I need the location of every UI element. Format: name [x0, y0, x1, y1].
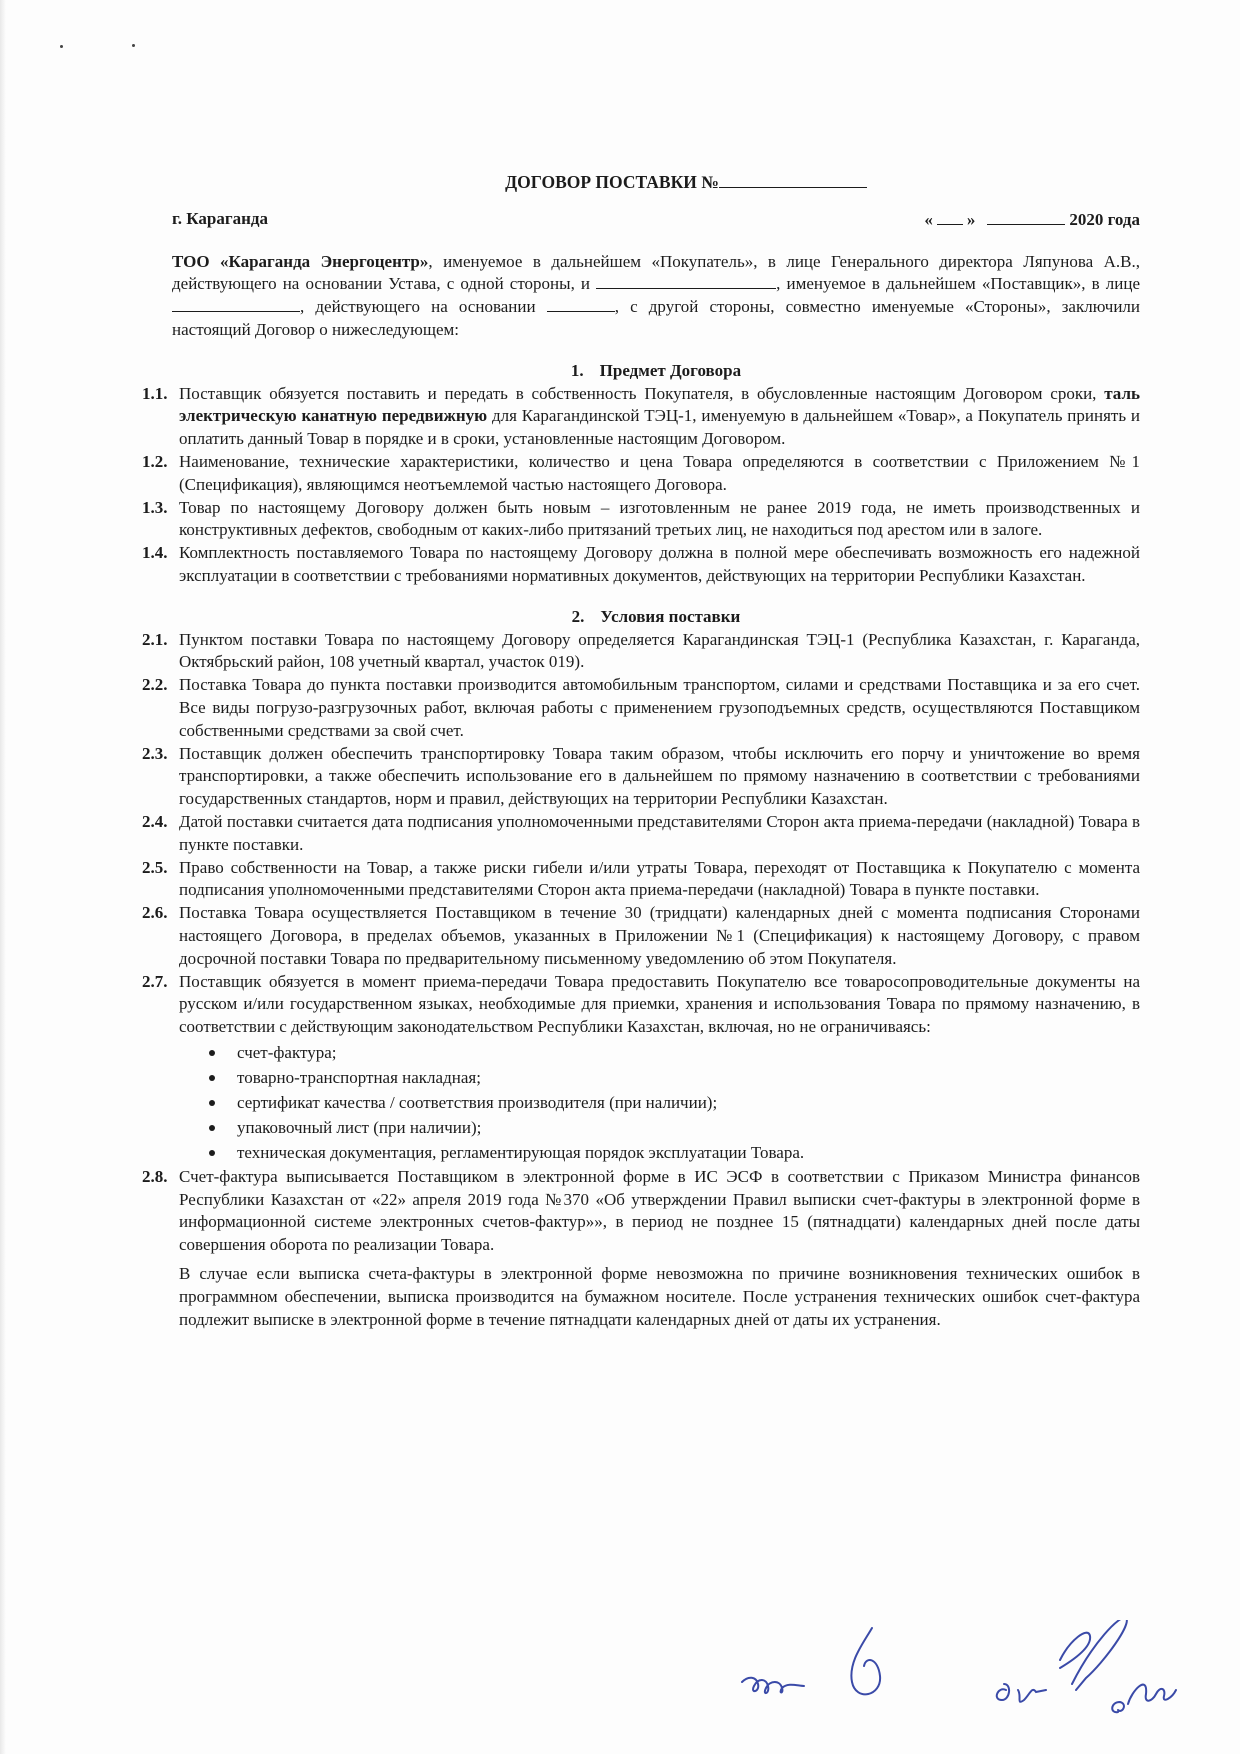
section-2-heading — [172, 606, 1140, 629]
document-title — [202, 170, 1170, 194]
supplier-name-blank — [596, 273, 776, 289]
clause-2-1 — [142, 629, 1140, 675]
clause-text: Поставщик обязуется в момент приема-передачи Товара предоставить Покупателю все товаросопроводительные документы на русском и/или государственном языках, необходимые для приемки, хранения и использования Товара по прямому назначению, в соответствии с действующим законодательством Республики Казахстан, включая, но не ограничиваясь: счет-фактура; товарно-транспортная накладная; сертификат качества / соответствия производителя (при наличии); упаковочный лист (при наличии); техническая документация, регламентирующая порядок эксплуатации Товара. — [179, 971, 1140, 1166]
document-body — [142, 170, 1141, 1331]
clause-text: Поставка Товара до пункта поставки производится автомобильным транспортом, силами и средствами Поставщика и за его счет. Все виды погрузо-разгрузочных работ, включая работы с применением грузоподъемных средств, осуществляются Поставщиком собственными средствами за свой счет. — [179, 675, 1140, 740]
clause-text: Поставка Товара осуществляется Поставщиком в течение 30 (тридцати) календарных дней с момента подписания Сторонами настоящего Договора, в пределах объемов, указанных в Приложении №1 (Спецификация) к настоящему Договору, с правом досрочной поставки Товара по предварительному письменному уведомлению об этом Покупателя. — [179, 903, 1140, 968]
section-1-heading — [172, 360, 1140, 383]
clause-number: 2.6. — [142, 903, 168, 923]
clause-2-8 — [142, 1166, 1140, 1332]
scan-edge — [0, 0, 6, 1754]
clause-number: 2.5. — [142, 857, 168, 877]
list-item: сертификат качества / соответствия производителя (при наличии); — [207, 1090, 1140, 1115]
list-item: техническая документация, регламентирующая порядок эксплуатации Товара. — [207, 1140, 1140, 1165]
bullet-icon — [209, 1150, 215, 1156]
title-text: ДОГОВОР ПОСТАВКИ № — [505, 172, 719, 192]
place-date-row — [172, 208, 1140, 232]
list-item: счет-фактура; — [207, 1040, 1140, 1065]
month-blank — [987, 208, 1065, 225]
scan-speck — [132, 44, 135, 47]
section-title: Предмет Договора — [599, 360, 742, 380]
clause-number: 1.2. — [142, 451, 168, 471]
list-item: упаковочный лист (при наличии); — [207, 1115, 1140, 1140]
clause-number: 2.2. — [142, 675, 168, 695]
clause-text: Комплектность поставляемого Товара по настоящему Договору должна в полной мере обеспечивать возможность его надежной эксплуатации в соответствии с требованиями нормативных документов, действующих на территории Республики Казахстан. — [179, 543, 1140, 585]
clause-number: 1.1. — [142, 383, 168, 403]
clause-2-2 — [142, 674, 1140, 742]
preamble-text-3: , действующего на основании — [300, 297, 547, 317]
section-number: 1. — [570, 360, 584, 380]
preamble-text-2: , именуемое в дальнейшем «Поставщик», в лице — [776, 274, 1140, 294]
preamble-text-4: , с другой стороны, совместно именуемые «Стороны», заключили настоящий Договор о нижеследующем: — [172, 297, 1141, 339]
bullet-icon — [209, 1100, 215, 1106]
clause-2-5 — [142, 857, 1140, 903]
signature-4 — [1112, 1685, 1176, 1713]
clause-text: Право собственности на Товар, а также риски гибели и/или утраты Товара, переходят от Поставщика к Покупателю с момента подписания уполномоченными представителями Сторон акта приема-передачи (накладной) Товара в пункте поставки. — [179, 857, 1140, 900]
clause-number: 1.4. — [142, 543, 168, 563]
clause-text: Поставщик должен обеспечить транспортировку Товара таким образом, чтобы исключить его порчу и уничтожение во время транспортировки, а также обеспечить использование его в дальнейшем по прямому назначению в соответствии с требованиями государственных стандартов, норм и правил, действующих на территории Республики Казахстан. — [179, 743, 1140, 809]
documents-list — [179, 1040, 1140, 1165]
section-title: Условия поставки — [600, 606, 741, 626]
clause-1-3 — [142, 497, 1140, 543]
clause-1-2 — [142, 451, 1140, 497]
date-year: 2020 года — [1069, 209, 1140, 229]
clause-text: Товар по настоящему Договору должен быть новым – изготовленным не ранее 2019 года, не иметь производственных и конструктивных дефектов, свободным от каких-либо притязаний третьих лиц, не находиться под арестом или в залоге. — [179, 497, 1140, 540]
signature-1 — [742, 1678, 804, 1693]
day-blank — [937, 208, 963, 225]
clause-number: 2.7. — [142, 971, 168, 991]
contract-number-blank — [719, 170, 867, 188]
signature-2 — [851, 1628, 880, 1694]
clause-2-4 — [142, 811, 1140, 857]
clause-2-7 — [142, 971, 1140, 1166]
clause-paragraph: В случае если выписка счета-фактуры в электронной форме невозможна по причине возникновения технических ошибок в программном обеспечении, выписка производится на бумажном носителе. После устранения технических ошибок счет-фактура подлежит выписке в электронной форме в течение пятнадцати календарных дней от даты их устранения. — [179, 1264, 1140, 1329]
representative-blank — [172, 296, 300, 312]
scan-speck — [60, 45, 63, 48]
clause-1-4 — [142, 542, 1140, 588]
preamble-text-1: , именуемое в дальнейшем «Покупатель», в лице Генерального директора Ляпунова А.В., действующего на основании Устава, с одной стороны, и — [172, 251, 1140, 294]
section-number: 2. — [571, 606, 585, 626]
buyer-name: ТОО «Караганда Энергоцентр» — [172, 251, 429, 271]
bullet-icon — [209, 1050, 215, 1056]
list-item: товарно-транспортная накладная; — [207, 1065, 1140, 1090]
clause-2-3 — [142, 743, 1140, 811]
clause-number: 2.4. — [142, 811, 168, 831]
clause-text: Датой поставки считается дата подписания уполномоченными представителями Сторон акта приема-передачи (накладной) Товара в пункте поставки. — [179, 811, 1140, 854]
clause-text: Пунктом поставки Товара по настоящему Договору определяется Карагандинская ТЭЦ-1 (Республика Казахстан, г. Караганда, Октябрьский район, 108 учетный квартал, участок 019). — [179, 629, 1140, 672]
clause-number: 1.3. — [142, 497, 168, 517]
bullet-icon — [209, 1075, 215, 1081]
bullet-icon — [209, 1125, 215, 1131]
signature-3 — [997, 1620, 1127, 1702]
clause-text: Счет-фактура выписывается Поставщиком в электронной форме в ИС ЭСФ в соответствии с Приказом Министра финансов Республики Казахстан от «22» апреля 2019 года №370 «Об утверждении Правил выписки счет-фактуры в электронной форме в информационной системе электронных счетов-фактур»», в период не позднее 15 (пятнадцати) календарных дней после даты совершения оборота по реализации Товара. В случае если выписка счета-фактуры в электронной форме невозможна по причине возникновения технических ошибок в программном обеспечении, выписка производится на бумажном носителе. После устранения технических ошибок счет-фактура подлежит выписке в электронной форме в течение пятнадцати календарных дней от даты их устранения. — [179, 1166, 1140, 1332]
clause-number: 2.8. — [142, 1166, 168, 1186]
clause-text: Поставщик обязуется поставить и передать в собственность Покупателя, в обусловленные настоящим Договором сроки, таль электрическую канатную передвижную для Карагандинской ТЭЦ-1, именуемую в дальнейшем «Товар», а Покупатель принять и оплатить данный Товар в порядке и в сроки, установленные настоящим Договором. — [179, 383, 1140, 449]
date-close-quote: » — [966, 209, 976, 229]
clause-number: 2.3. — [142, 743, 168, 763]
clause-1-1 — [142, 383, 1140, 451]
clause-2-6 — [142, 902, 1140, 970]
city: г. Караганда — [172, 208, 268, 228]
preamble — [172, 251, 1140, 342]
goods-name: таль электрическую канатную передвижную — [179, 383, 1140, 426]
contract-date — [924, 208, 1140, 232]
signatures — [720, 1620, 1200, 1740]
basis-blank — [547, 296, 615, 312]
date-open-quote: « — [924, 209, 933, 229]
clause-number: 2.1. — [142, 629, 168, 649]
clause-text: Наименование, технические характеристики, количество и цена Товара определяются в соответствии с Приложением №1 (Спецификация), являющимся неотъемлемой частью настоящего Договора. — [179, 451, 1140, 494]
